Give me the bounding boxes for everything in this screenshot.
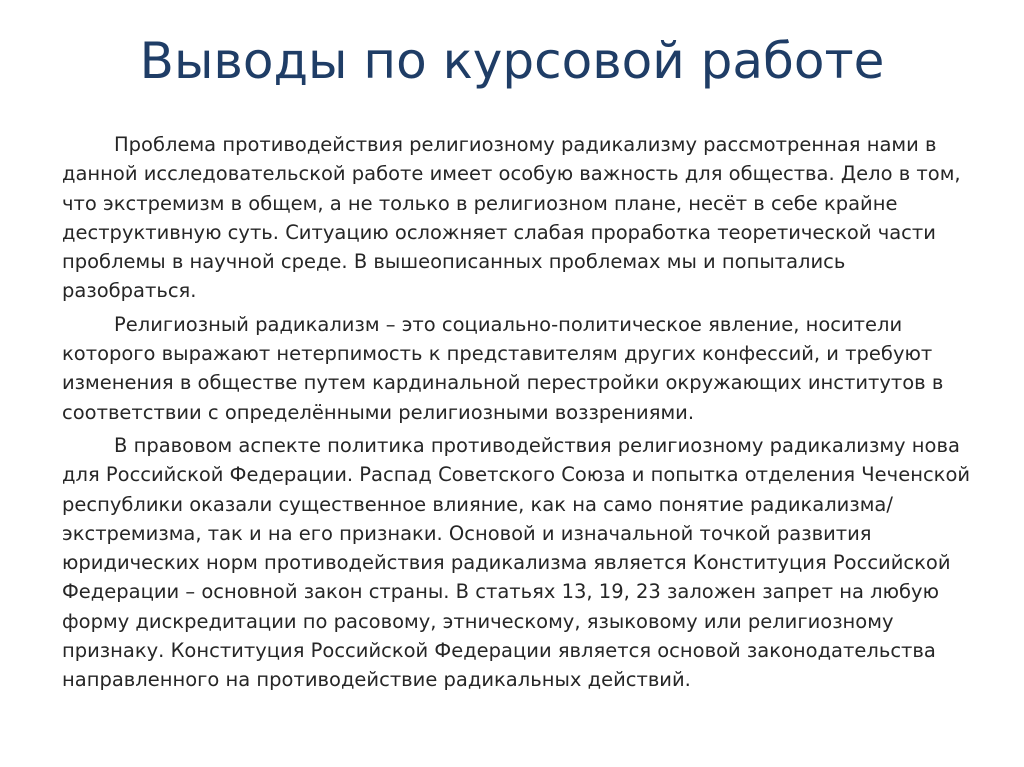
paragraph-1: Проблема противодействия религиозному радикализму рассмотренная нами в данной исследовательской работе имеет особую важность для общества. Дело в том, что экстремизм в общем, а не только в религиозном плане, несёт в себе крайне деструктивную суть. Ситуацию осложняет слабая проработка теоретической части проблемы в научной среде. В вышеописанных проблемах мы и попытались разобраться.: [62, 133, 961, 303]
paragraph-2: Религиозный радикализм – это социально-политическое явление, носители которого выражают нетерпимость к представителям других конфессий, и требуют изменения в обществе путем кардинальной перестройки окружающих институтов в соответствии с определёнными религиозными воззрениями.: [62, 312, 944, 424]
slide-title: Выводы по курсовой работе: [139, 32, 885, 90]
slide-body: [62, 130, 974, 699]
paragraph-3: В правовом аспекте политика противодействия религиозному радикализму нова для Российской Федерации. Распад Советского Союза и попытка отделения Чеченской республики оказали существенное влияние, как на само понятие радикализма/экстремизма, так и на его признаки. Основой и изначальной точкой развития юридических норм противодействия радикализма является Конституция Российской Федерации – основной закон страны. В статьях 13, 19, 23 заложен запрет на любую форму дискредитации по расовому, этническому, языковому или религиозному признаку. Конституция Российской Федерации является основой законодательства направленного на противодействие радикальных действий.: [62, 433, 971, 692]
